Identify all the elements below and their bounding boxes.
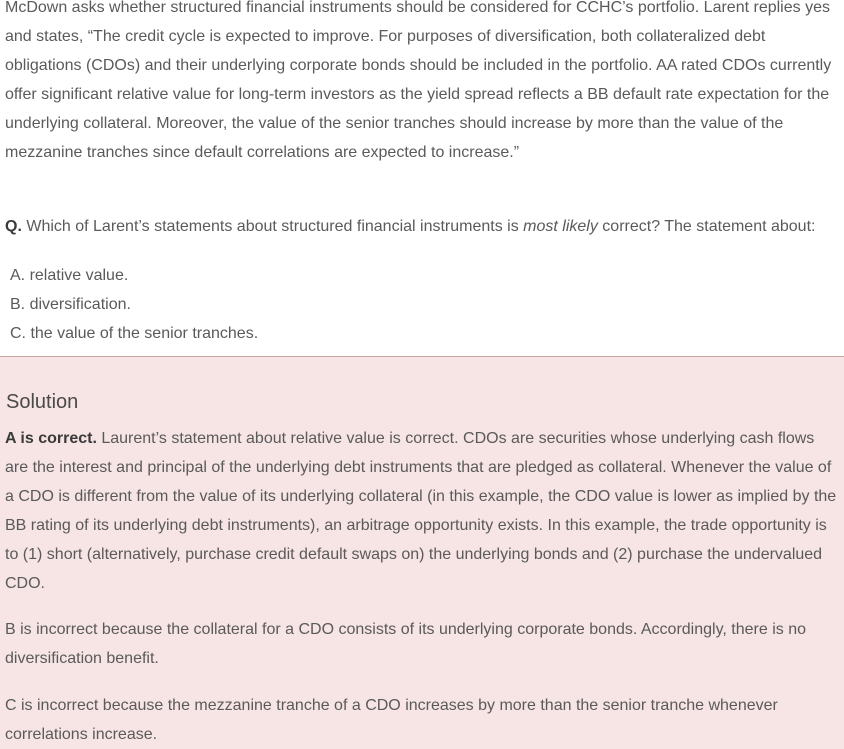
solution-correct-label: A is correct. xyxy=(5,430,97,447)
solution-a-text: Laurent’s statement about relative value is correct. CDOs are securities whose underlying cash flows are the interest and principal of the underlying debt instruments that are pledged as collateral. Whenever the value of a CDO is different from the value of its underlying collateral (in this example, the CDO value is lower as implied by the BB rating of its underlying debt instruments), an arbitrage opportunity exists. In this example, the trade opportunity is to (1) short (alternatively, purchase credit default swaps on) the underlying bonds and (2) purchase the undervalued CDO. xyxy=(5,430,837,592)
answer-options xyxy=(10,261,258,348)
solution-explanation-c: C is incorrect because the mezzanine tranche of a CDO increases by more than the senior tranche whenever correlations increase. xyxy=(5,697,778,743)
option-c[interactable]: C. the value of the senior tranches. xyxy=(10,325,259,342)
question-text-after: correct? The statement about: xyxy=(597,218,816,235)
question-text-before: Which of Larent’s statements about structured financial instruments is xyxy=(21,218,524,235)
question-prefix: Q. xyxy=(5,218,22,235)
case-passage: McDown asks whether structured financial instruments should be considered for CCHC’s portfolio. Larent replies yes and states, “The credit cycle is expected to improve. For purposes of diversification, both collateralized debt obligations (CDOs) and their underlying corporate bonds should be included in the portfolio. AA rated CDOs currently offer significant relative value for long-term investors as the yield spread reflects a BB default rate expectation for the underlying collateral. Moreover, the value of the senior tranches should increase by more than the value of the mezzanine tranches since default correlations are expected to increase.” xyxy=(5,0,832,161)
question-emphasis: most likely xyxy=(523,218,598,235)
option-a[interactable]: A. relative value. xyxy=(10,267,129,284)
solution-title: Solution xyxy=(6,391,79,413)
question-text xyxy=(5,214,839,240)
solution-explanation-b: B is incorrect because the collateral for a CDO consists of its underlying corporate bonds. Accordingly, there is no diversification benefit. xyxy=(5,621,806,667)
solution-panel xyxy=(0,356,844,749)
option-b[interactable]: B. diversification. xyxy=(10,296,131,313)
solution-explanation-a xyxy=(5,424,839,598)
